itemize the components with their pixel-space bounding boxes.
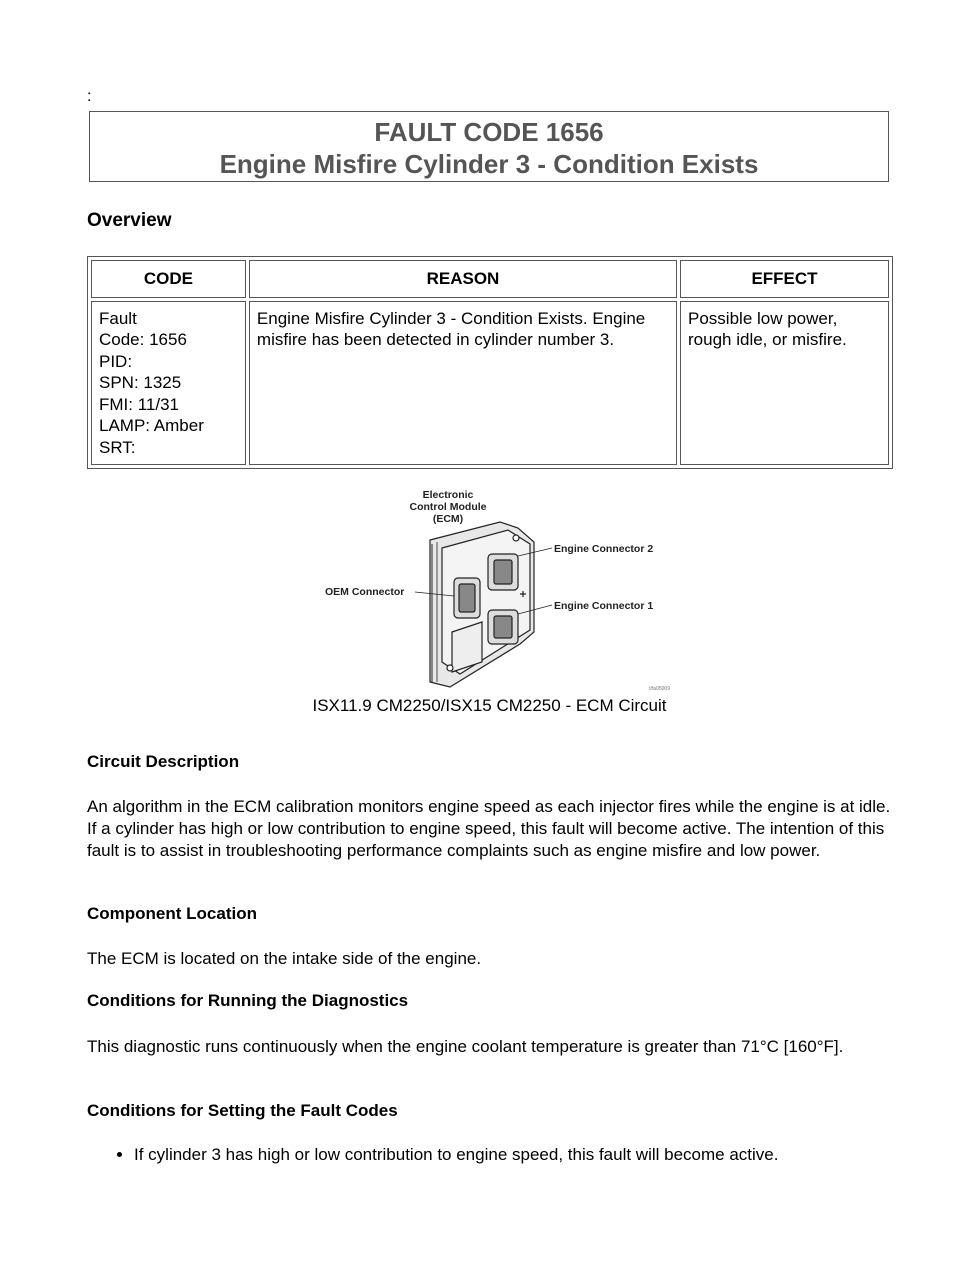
overview-table <box>87 256 893 469</box>
label-oem-connector: OEM Connector <box>325 586 405 598</box>
header-code: CODE <box>91 260 246 298</box>
header-reason: REASON <box>249 260 677 298</box>
component-location-heading: Component Location <box>87 904 257 923</box>
conditions-running-text: This diagnostic runs continuously when the engine coolant temperature is greater than 71°C [160°F]. <box>87 1037 844 1056</box>
code-line: SPN: 1325 <box>99 373 182 392</box>
component-location-text: The ECM is located on the intake side of the engine. <box>87 949 482 968</box>
reason-cell: Engine Misfire Cylinder 3 - Condition Exists. Engine misfire has been detected in cylinder number 3. <box>249 301 677 466</box>
figure-caption: ISX11.9 CM2250/ISX15 CM2250 - ECM Circuit <box>312 696 667 715</box>
circuit-description-heading: Circuit Description <box>87 752 240 771</box>
conditions-setting-heading: Conditions for Setting the Fault Codes <box>87 1101 398 1120</box>
ecm-module-drawing <box>430 522 534 687</box>
ecm-illustration <box>320 482 670 692</box>
code-line: PID: <box>99 351 133 371</box>
label-ecm-3: (ECM) <box>432 513 464 525</box>
table-row <box>91 301 889 466</box>
label-engine-connector-1: Engine Connector 1 <box>554 600 654 612</box>
label-ecm-1: Electronic <box>422 489 474 501</box>
overview-heading: Overview <box>87 210 172 231</box>
table-header-row <box>91 260 889 298</box>
fault-code-subtitle: Engine Misfire Cylinder 3 - Condition Exists <box>219 149 759 179</box>
conditions-setting-list <box>87 1144 778 1166</box>
label-engine-connector-2: Engine Connector 2 <box>554 543 654 555</box>
code-line: LAMP: Amber <box>99 416 204 435</box>
code-line: Code: 1656 <box>99 330 187 349</box>
code-line: FMI: 11/31 <box>99 394 179 414</box>
code-cell <box>91 301 246 466</box>
figure-id: t/fa05009 <box>649 686 670 692</box>
code-line: Fault <box>99 308 137 328</box>
effect-cell: Possible low power, rough idle, or misfire. <box>680 301 889 466</box>
list-item: • If cylinder 3 has high or low contribution to engine speed, this fault will become active. <box>134 1144 778 1166</box>
label-ecm-2: Control Module <box>409 501 487 513</box>
fault-code-title: FAULT CODE 1656 <box>374 117 604 147</box>
page-prefix: : <box>87 88 92 105</box>
circuit-description-text: An algorithm in the ECM calibration monitors engine speed as each injector fires while the engine is at idle. If a cylinder has high or low contribution to engine speed, this fault will become active. The intention of this fault is to assist in troubleshooting performance complaints such as engine misfire and low power. <box>87 797 891 860</box>
header-effect: EFFECT <box>680 260 889 298</box>
fault-code-title-box <box>89 111 889 182</box>
code-line: SRT: <box>99 437 136 457</box>
conditions-running-heading: Conditions for Running the Diagnostics <box>87 991 409 1010</box>
